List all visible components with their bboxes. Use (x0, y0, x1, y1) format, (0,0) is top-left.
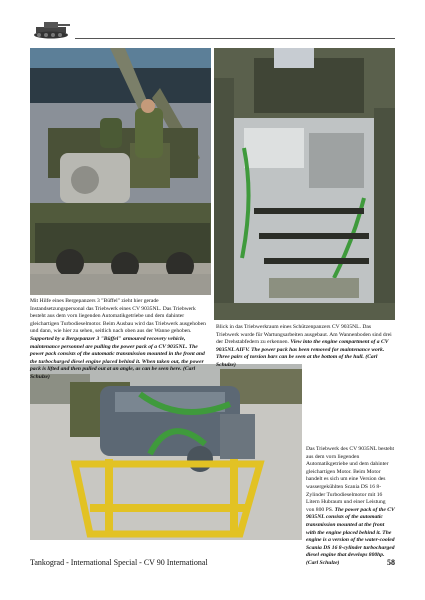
caption-photo-2-en: View into the engine compartment of a CV 9035NL AIFV. The power pack has been removed for maintenance work. Three pairs of torsion bars can be seen at the bottom of the hull. (Carl Schulze) (216, 339, 389, 368)
page-number: 58 (387, 558, 395, 567)
caption-photo-1-de: Mit Hilfe eines Bergepanzers 3 "Büffel" zieht hier gerade Instandsetzungspersonal das Triebwerk eines CV 9035NL. Das Triebwerk besteht aus dem vorn liegenden Automatikgetriebe und dem dahinter gleichartigen Turbodieselmotor. Beim Ausbau wird das Triebwerk ausgehoben und dann, wie hier zu sehen, seitlich nach oben aus der Wanne gehoben. (30, 298, 206, 335)
caption-photo-2 (216, 324, 395, 370)
photo-recovery-vehicle (30, 48, 211, 295)
caption-photo-1 (30, 298, 212, 382)
caption-photo-2-de: Blick in das Triebwerkraum eines Schützenpanzers CV 9035NL. Das Triebwerk wurde für Wartungsarbeiten ausgebaut. Am Wannenboden sind drei der Drehstabfedern zu erkennen. (216, 324, 392, 346)
tank-logo-icon (30, 18, 72, 40)
caption-photo-1-en: Supported by a Bergepanzer 3 "Büffel" armoured recovery vehicle, maintenance personnel are pulling the power pack of a CV 9035NL. The power pack consists of the automatic transmission mounted in the front and the turbocharged diesel engine placed behind it. When taken out, the power pack is lifted and then pulled out at an angle, as can be seen here. (Carl Schulze) (30, 335, 205, 380)
caption-photo-3-de: Das Triebwerk des CV 9035NL besteht aus dem vorn liegenden Automatikgetriebe und dem dahinter gleichartigen Motor. Beim Motor handelt es sich um eine Version des wassergekühlten Scania DS 16 8-Zylinder Turbodieselmotor mit 16 Litern Hubraum und einer Leistung von 800 PS. (306, 446, 395, 513)
header-rule (75, 38, 395, 39)
caption-photo-3 (306, 446, 395, 568)
caption-photo-3-en: The power pack of the CV 9035NL consists of the automatic transmission mounted at the front with the engine placed behind it. The engine is a version of the water-cooled Scania DS 16 8-cylinder turbocharged diesel engine that develops 800hp. (Carl Schulze) (306, 506, 395, 566)
photo-engine-compartment (214, 48, 395, 320)
photo-power-pack (30, 364, 302, 540)
footer-title: Tankograd - International Special - CV 90 International (30, 558, 208, 567)
